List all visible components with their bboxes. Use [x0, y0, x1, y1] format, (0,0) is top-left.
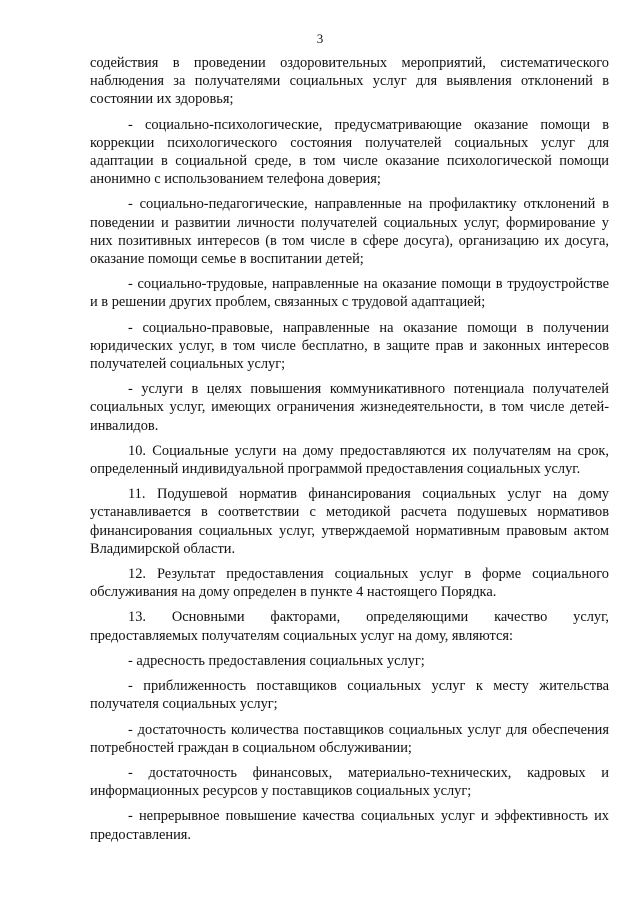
paragraph-targeting: - адресность предоставления социальных услуг;	[128, 652, 425, 669]
paragraph-continuous-improvement: - непрерывное повышение качества социальных услуг и эффективность их предоставления.	[90, 808, 609, 843]
paragraph-socio-pedagogical: - социально-педагогические, направленные на профилактику отклонений в поведении и развитии личности получателей социальных услуг, формирование у них позитивных интересов (в том числе в сфере досуга), организацию их досуга, оказание помощи семье в воспитании детей;	[90, 196, 609, 268]
paragraph-health-monitoring: содействия в проведении оздоровительных мероприятий, систематического наблюдения за получателями социальных услуг для выявления отклонений в состоянии их здоровья;	[90, 55, 609, 108]
paragraph-item-10: 10. Социальные услуги на дому предоставляются их получателям на срок, определенный индивидуальной программой предоставления социальных услуг.	[90, 442, 609, 478]
paragraph-resource-sufficiency: - достаточность финансовых, материально-технических, кадровых и информационных ресурсов у поставщиков социальных услуг;	[90, 764, 609, 800]
paragraph-proximity: - приближенность поставщиков социальных услуг к месту жительства получателя социальных услуг;	[90, 678, 609, 713]
paragraph-item-11: 11. Подушевой норматив финансирования социальных услуг на дому устанавливается в соответствии с методикой расчета подушевых нормативов финансирования социальных услуг, утверждаемой нормативным правовым актом Владимирской области.	[90, 486, 609, 557]
paragraph-socio-legal: - социально-правовые, направленные на оказание помощи в получении юридических услуг, в том числе бесплатно, в защите прав и законных интересов получателей социальных услуг;	[90, 319, 609, 373]
paragraph-provider-sufficiency: - достаточность количества поставщиков социальных услуг для обеспечения потребностей граждан в социальном обслуживании;	[90, 721, 609, 756]
paragraph-item-12: 12. Результат предоставления социальных услуг в форме социального обслуживания на дому определен в пункте 4 настоящего Порядка.	[90, 566, 609, 601]
paragraph-socio-psychological: - социально-психологические, предусматривающие оказание помощи в коррекции психологического состояния получателей социальных услуг для адаптации в социальной среде, в том числе оказание психологической помощи анонимно с использованием телефона доверия;	[90, 116, 609, 188]
paragraph-communicative-potential: - услуги в целях повышения коммуникативного потенциала получателей социальных услуг, имеющих ограничения жизнедеятельности, в том числе детей-инвалидов.	[90, 381, 609, 434]
paragraph-socio-labor: - социально-трудовые, направленные на оказание помощи в трудоустройстве и в решении других проблем, связанных с трудовой адаптацией;	[90, 276, 609, 311]
paragraph-item-13: 13. Основными факторами, определяющими качество услуг, предоставляемых получателям социальных услуг на дому, являются:	[90, 609, 609, 644]
page-number: 3	[316, 31, 324, 46]
document-body	[90, 54, 609, 851]
